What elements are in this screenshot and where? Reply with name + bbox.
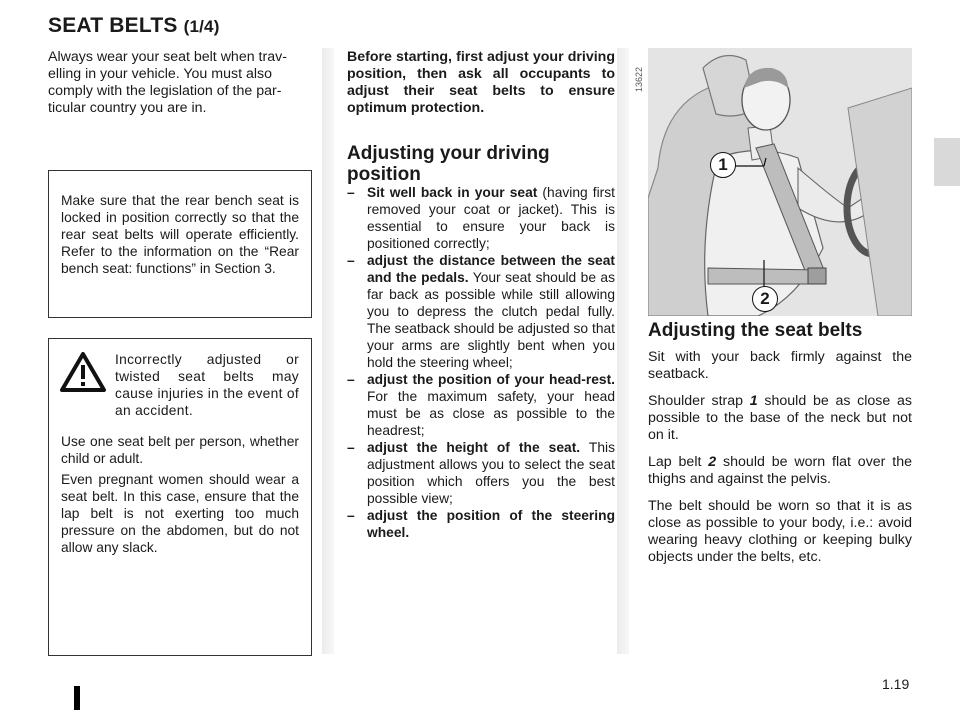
intro-line: Always wear your seat belt when trav- <box>48 49 287 65</box>
pregnant-women-text: Even pregnant women should wear a seat belt. In this case, ensure that the lap belt is not exerting too much pressure on the abdomen, but do not allow any slack. <box>61 472 299 555</box>
rear-bench-note-box <box>48 170 312 318</box>
list-item: – adjust the position of your head-rest. For the maximum safety, your head must be as close as possible to the headrest; <box>347 372 615 438</box>
column-divider <box>322 48 334 654</box>
list-item: – Sit well back in your seat (having first removed your coat or jacket). This is essential to ensure your back is positioned correctly; <box>347 185 615 251</box>
rear-bench-note-text: Make sure that the rear bench seat is locked in position correctly so that the rear seat belts will operate efficiently. Refer to the information on the “Rear bench seat: functions” in Section 3. <box>61 193 299 276</box>
driving-position-list <box>347 184 615 541</box>
adjusting-belts-text <box>648 349 912 576</box>
page-number: 1.19 <box>882 676 910 692</box>
list-item: – adjust the position of the steering wheel. <box>347 508 615 540</box>
belts-paragraph-1: Sit with your back firmly against the seatback. <box>648 349 912 382</box>
intro-line: ticular country you are in. <box>48 100 207 116</box>
warning-triangle-icon <box>59 351 107 393</box>
lead-paragraph: Before starting, first adjust your driving position, then ask all occupants to adjust their seat belts to ensure optimum protection. <box>347 49 615 116</box>
belts-paragraph-2: Shoulder strap 1 should be as close as possible to the base of the neck but not on it. <box>648 393 913 443</box>
belts-paragraph-4: The belt should be worn so that it is as close as possible to your body, i.e.: avoid wearing heavy clothing or keeping bulky objects under the belts, etc. <box>648 498 912 565</box>
adjusting-belts-heading: Adjusting the seat belts <box>648 320 863 341</box>
list-item: – adjust the distance between the seat and the pedals. Your seat should be as far back as possible while still allowing you to depress the clutch pedal fully. The seatback should be adjusted so that your arms are slightly bent when you hold the steering wheel; <box>347 253 615 370</box>
page-title-part: (1/4) <box>183 17 220 36</box>
seat-belt-illustration <box>648 48 912 316</box>
list-item: – adjust the height of the seat. This adjustment allows you to select the seat position which offers you the best possible view; <box>347 440 615 506</box>
column-divider <box>617 48 629 654</box>
page-title-text: SEAT BELTS <box>48 14 178 37</box>
warning-box <box>48 338 312 656</box>
callout-1: 1 <box>710 152 736 178</box>
illustration-code: 13622 <box>634 66 644 92</box>
warning-text: Incorrectly adjusted or twisted seat belts may cause injuries in the event of an accident. <box>115 352 299 418</box>
belts-paragraph-3: Lap belt 2 should be worn flat over the thighs and against the pelvis. <box>648 454 912 487</box>
one-belt-per-person-text: Use one seat belt per person, whether child or adult. <box>61 434 299 466</box>
callout-2: 2 <box>752 286 778 312</box>
driving-position-heading: Adjusting your driving position <box>347 143 550 185</box>
section-side-tab <box>934 138 960 186</box>
intro-line: comply with the legislation of the par- <box>48 83 282 99</box>
illustration-code-strip <box>630 48 648 318</box>
page-title <box>48 14 220 38</box>
driver-seat-belt-drawing <box>648 48 912 316</box>
intro-line: elling in your vehicle. You must also <box>48 66 272 82</box>
page-edge-mark <box>74 686 80 710</box>
intro-paragraph <box>48 49 310 117</box>
